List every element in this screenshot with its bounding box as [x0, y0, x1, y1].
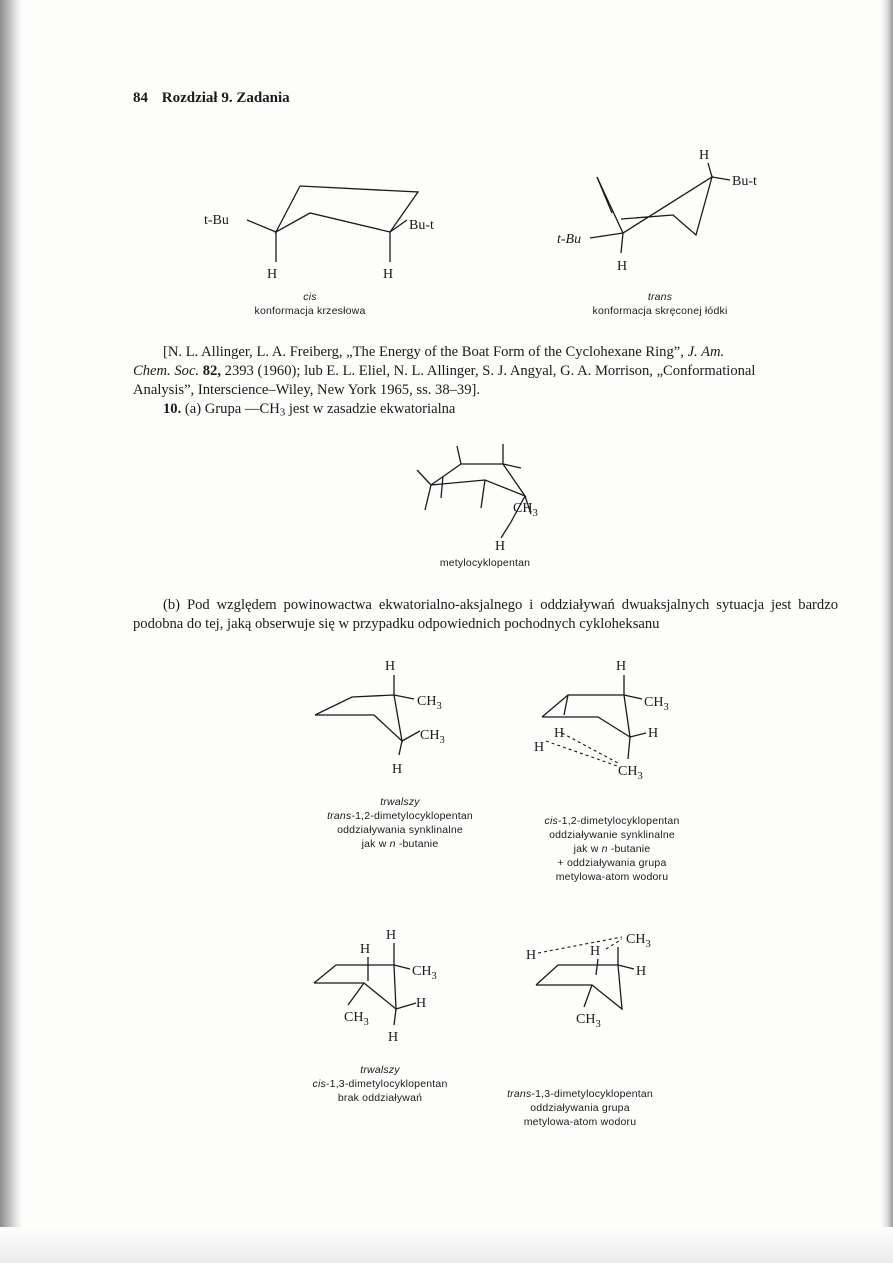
reference-paragraph — [133, 343, 838, 400]
methyl-label: $CH_3$ — [513, 501, 538, 519]
binding-shadow — [0, 0, 22, 1263]
reference-line-3: Analysis”, Interscience–Wiley, New York 1965, ss. 38–39]. — [133, 382, 481, 398]
trans-bottom-h: H — [617, 259, 628, 274]
tr-caption-name: cis-1,2-dimetylocyklopentan — [544, 815, 680, 827]
tr-caption-l2: oddziaływanie synklinalne — [549, 829, 675, 841]
tl-ch3-b: $CH_3$ — [420, 728, 445, 746]
cis-1-2-caption — [512, 814, 712, 884]
trans-1-2-caption — [300, 795, 500, 851]
br-ch3-top: $CH_3$ — [626, 932, 651, 950]
trans-top-h: H — [699, 148, 710, 163]
reference-line-1 — [133, 343, 838, 362]
reference-text-2: 2393 (1960); lub E. L. Eliel, N. L. Allinger, S. J. Angyal, G. A. Morrison, „Conformational — [224, 363, 756, 379]
tr-ch3-bottom: $CH_3$ — [618, 764, 643, 782]
br-ring — [536, 965, 622, 1009]
bond-g — [481, 480, 485, 508]
bond-tr-ch3-top — [624, 695, 642, 699]
br-h-inner: H — [590, 944, 601, 959]
problem-10a — [163, 400, 763, 423]
methyl-h-label: H — [495, 539, 506, 554]
br-interaction-dash-2 — [606, 939, 622, 949]
cis-1-3-caption — [290, 1063, 470, 1105]
br-caption-l2: oddziaływania grupa — [530, 1102, 630, 1114]
bl-h-top: H — [386, 928, 397, 943]
bond-tr-ch3-bottom — [628, 737, 630, 759]
bond-h-bottom — [501, 522, 511, 538]
trans-1-3-caption — [490, 1087, 670, 1129]
cyclopentane-ring — [431, 464, 525, 496]
tr-h-left: H — [534, 740, 545, 755]
chapter-title: Rozdział 9. Zadania — [161, 90, 290, 106]
trans-1-2-dimethylcyclopentane-structure — [300, 655, 480, 780]
bond-bl-ch3-bottom — [348, 983, 364, 1005]
page-bottom-shadow — [0, 1227, 893, 1263]
br-interaction-dash — [538, 937, 622, 953]
tl-caption-name: trans-1,2-dimetylocyklopentan — [327, 810, 473, 822]
trans-right-group: Bu-t — [732, 174, 757, 189]
tr-h-inner: H — [554, 726, 565, 741]
tr-caption-l5: metylowa-atom wodoru — [555, 871, 669, 883]
cis-1-2-dimethylcyclopentane-structure — [528, 655, 708, 785]
cis-1-3-dimethylcyclopentane-structure — [300, 925, 480, 1050]
bl-h-left: H — [360, 942, 371, 957]
bl-caption-name: cis-1,3-dimetylocyklopentan — [312, 1078, 448, 1090]
problem-10a-text-end: jest w zasadzie ekwatorialna — [285, 401, 456, 417]
tl-caption-l2: oddziaływania synklinalne — [337, 824, 463, 836]
br-ch3-bottom: $CH_3$ — [576, 1012, 601, 1030]
trans-left-group: t-Bu — [557, 232, 582, 247]
tr-ch3-top: $CH_3$ — [644, 695, 669, 713]
bond-bl-ch3-right — [394, 965, 410, 969]
bond-tl-h-bottom — [399, 741, 402, 755]
reference-journal-1: J. Am. — [687, 344, 725, 360]
bond-left-tbu — [590, 233, 623, 238]
br-caption-l3: metylowa-atom wodoru — [523, 1116, 637, 1128]
bond-left-tbu — [247, 220, 276, 232]
problem-10a-subscript: 3 — [279, 406, 286, 419]
cis-h-right: H — [383, 267, 394, 282]
bond-c — [441, 476, 443, 498]
tr-h-top: H — [616, 659, 627, 674]
running-header — [133, 90, 290, 107]
reference-volume: 82, — [202, 363, 221, 379]
bl-h-bottom: H — [388, 1030, 399, 1045]
trans-twist-boat-structure — [555, 143, 795, 278]
trans-caption-text: konformacja skręconej łódki — [592, 305, 728, 317]
trans-caption — [560, 290, 760, 318]
br-h-left: H — [526, 948, 537, 963]
bl-caption-l2: brak oddziaływań — [337, 1092, 423, 1104]
bl-ch3-right: $CH_3$ — [412, 964, 437, 982]
cis-right-group: Bu-t — [409, 218, 434, 233]
bond-br-h-right — [618, 965, 634, 969]
tr-interaction-dash-2 — [562, 733, 618, 763]
methylcyclopentane-structure — [395, 440, 585, 558]
tl-h-bottom: H — [392, 762, 403, 777]
tl-ring — [315, 695, 402, 741]
tl-caption-l3: jak w n -butanie — [361, 838, 439, 850]
bond-a — [417, 470, 431, 485]
br-caption-name: trans-1,3-dimetylocyklopentan — [507, 1088, 653, 1100]
tr-interaction-dash-1 — [546, 741, 620, 767]
trans-1-3-dimethylcyclopentane-structure — [522, 925, 702, 1045]
reference-journal-2: Chem. Soc. — [133, 363, 200, 379]
bl-ring — [314, 965, 396, 1009]
bond-top-h — [708, 163, 712, 177]
tr-h-right: H — [648, 726, 659, 741]
page-number: 84 — [133, 90, 148, 106]
tl-label-stable: trwalszy — [380, 796, 420, 808]
problem-number: 10. — [163, 401, 182, 417]
cis-caption-label: cis — [303, 291, 317, 303]
bl-label-stable: trwalszy — [360, 1064, 400, 1076]
bond-right-tbu — [390, 220, 407, 232]
br-h-right: H — [636, 964, 647, 979]
cis-h-left: H — [267, 267, 278, 282]
bond-bl-h-bottom — [394, 1009, 396, 1025]
cis-caption — [230, 290, 390, 318]
bond-d — [457, 446, 461, 464]
chair-ring — [276, 186, 418, 232]
cis-left-group: t-Bu — [204, 213, 229, 228]
bl-h-right: H — [416, 996, 427, 1011]
cis-caption-text: konformacja krzesłowa — [254, 305, 366, 317]
bond-right-tbu — [712, 177, 730, 180]
tl-ch3-a: $CH_3$ — [417, 694, 442, 712]
bond-br-h-inner — [596, 959, 598, 975]
reference-line-2 — [133, 362, 838, 381]
methylcyclopentane-caption: metylocyklopentan — [439, 557, 531, 569]
bond-tl-ch3-a — [394, 695, 414, 699]
bond-b — [425, 485, 431, 510]
page-edge-shadow — [881, 0, 893, 1263]
bond-tl-ch3-b — [402, 731, 420, 741]
twist-boat-ring — [597, 177, 712, 235]
problem-10a-text: (a) Grupa —CH — [184, 401, 280, 417]
bond-br-ch3-bottom — [584, 985, 592, 1007]
tl-h-top: H — [385, 659, 396, 674]
boat-back-edge — [597, 177, 612, 213]
reference-text-1: [N. L. Allinger, L. A. Freiberg, „The Energy of the Boat Form of the Cyclohexane Ring”, — [163, 344, 684, 360]
bond-bottom-h — [621, 233, 623, 253]
tr-caption-l4: + oddziaływania grupa — [557, 857, 667, 869]
part-b-paragraph: (b) Pod względem powinowactwa ekwatorialno-aksjalnego i oddziaływań dwuaksjalnych sytuacja jest bardzo podobna do tej, jaką obserwuje się w przypadku odpowiednich pochodnych cykloheksanu — [133, 597, 838, 632]
bond-tr-h-right — [630, 733, 646, 737]
trans-caption-label: trans — [647, 291, 673, 303]
tr-caption-l3: jak w n -butanie — [573, 843, 651, 855]
bond-bl-h-right — [396, 1003, 416, 1009]
bl-ch3-bottom: $CH_3$ — [344, 1010, 369, 1028]
cis-chair-structure — [200, 180, 460, 290]
